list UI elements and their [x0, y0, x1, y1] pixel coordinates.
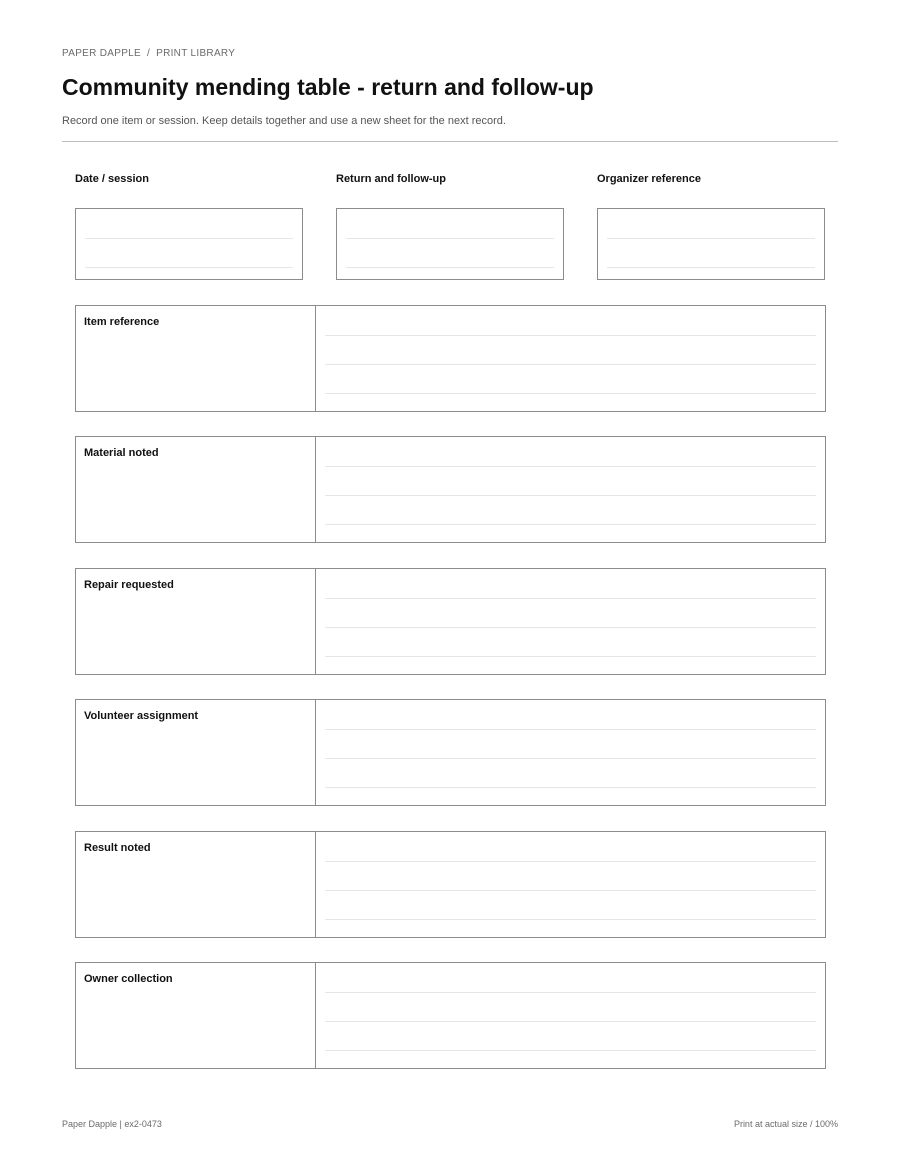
ruled-line — [346, 267, 554, 268]
header-divider — [62, 141, 838, 142]
section-material-noted — [75, 436, 826, 543]
ruled-line — [325, 393, 816, 394]
ruled-line — [325, 364, 816, 365]
result-noted-label: Result noted — [84, 842, 151, 854]
result-noted-field[interactable] — [316, 832, 825, 937]
date-session-field[interactable] — [75, 208, 303, 280]
ruled-line — [325, 992, 816, 993]
ruled-line — [346, 238, 554, 239]
footer-document-id: Paper Dapple | ex2-0473 — [62, 1119, 162, 1129]
ruled-line — [325, 598, 816, 599]
volunteer-assignment-field[interactable] — [316, 700, 825, 805]
ruled-line — [325, 627, 816, 628]
ruled-line — [325, 729, 816, 730]
volunteer-assignment-label: Volunteer assignment — [84, 710, 199, 722]
ruled-line — [325, 919, 816, 920]
ruled-line — [325, 335, 816, 336]
owner-collection-field[interactable] — [316, 963, 825, 1068]
date-session-label: Date / session — [75, 173, 149, 185]
ruled-line — [325, 1021, 816, 1022]
section-volunteer-assignment — [75, 699, 826, 806]
breadcrumb-item-brand[interactable]: PAPER DAPPLE — [62, 48, 142, 59]
ruled-line — [325, 466, 816, 467]
section-result-noted — [75, 831, 826, 938]
ruled-line — [85, 238, 293, 239]
ruled-line — [325, 1050, 816, 1051]
section-label-cell — [76, 437, 316, 542]
return-follow-up-field[interactable] — [336, 208, 564, 280]
item-reference-field[interactable] — [316, 306, 825, 411]
item-reference-label: Item reference — [84, 316, 160, 328]
section-item-reference — [75, 305, 826, 412]
organizer-reference-label: Organizer reference — [597, 173, 701, 185]
section-label-cell — [76, 569, 316, 674]
page-subtitle: Record one item or session. Keep details together and use a new sheet for the next record. — [62, 115, 506, 127]
material-noted-field[interactable] — [316, 437, 825, 542]
organizer-reference-field[interactable] — [597, 208, 825, 280]
breadcrumb — [62, 48, 235, 59]
ruled-line — [325, 758, 816, 759]
section-label-cell — [76, 832, 316, 937]
section-label-cell — [76, 306, 316, 411]
ruled-line — [607, 238, 815, 239]
footer-print-note: Print at actual size / 100% — [733, 1119, 838, 1129]
repair-requested-field[interactable] — [316, 569, 825, 674]
breadcrumb-separator: / — [147, 48, 151, 59]
breadcrumb-item-library[interactable]: PRINT LIBRARY — [156, 48, 236, 59]
repair-requested-label: Repair requested — [84, 579, 174, 591]
section-label-cell — [76, 963, 316, 1068]
page-title: Community mending table - return and follow-up — [62, 74, 594, 100]
ruled-line — [607, 267, 815, 268]
ruled-line — [325, 495, 816, 496]
section-owner-collection — [75, 962, 826, 1069]
ruled-line — [325, 524, 816, 525]
ruled-line — [325, 787, 816, 788]
section-repair-requested — [75, 568, 826, 675]
ruled-line — [85, 267, 293, 268]
ruled-line — [325, 656, 816, 657]
owner-collection-label: Owner collection — [84, 973, 173, 985]
section-label-cell — [76, 700, 316, 805]
return-follow-up-label: Return and follow-up — [336, 173, 446, 185]
material-noted-label: Material noted — [84, 447, 159, 459]
ruled-line — [325, 890, 816, 891]
ruled-line — [325, 861, 816, 862]
